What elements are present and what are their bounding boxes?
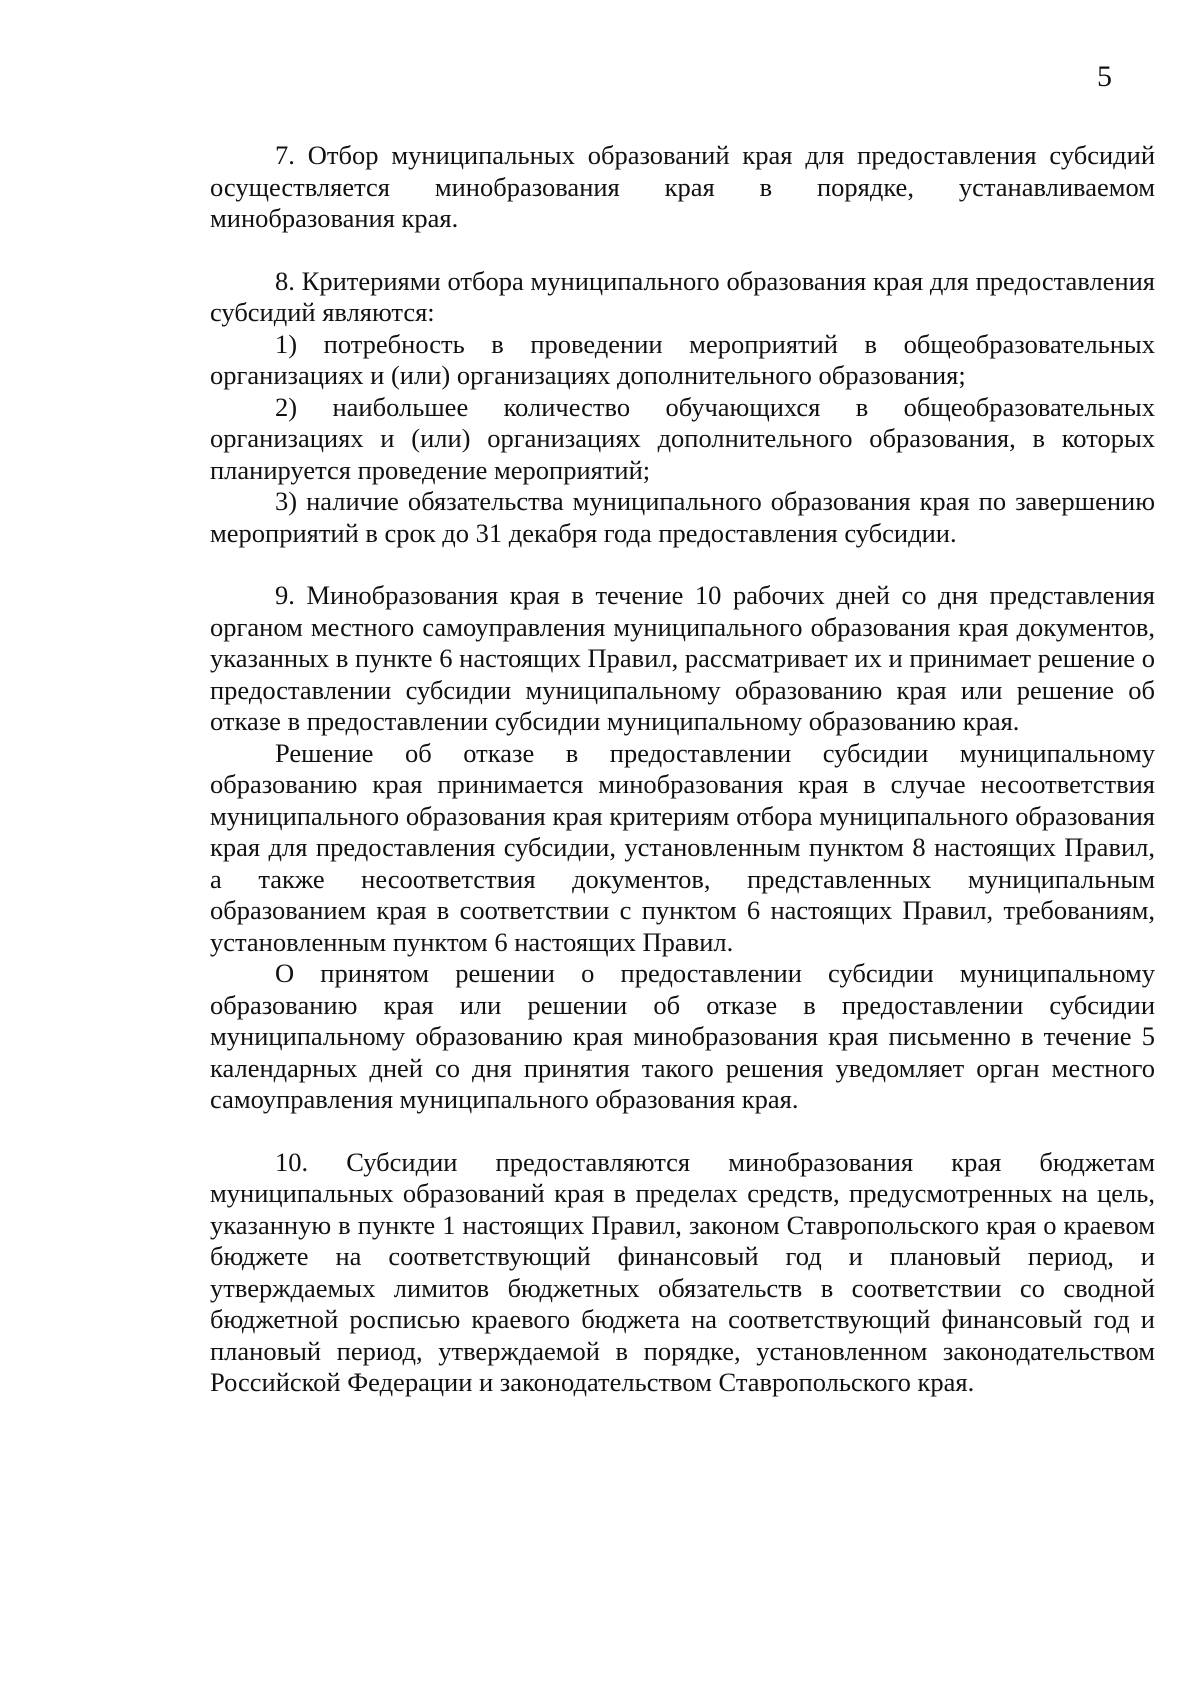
paragraph-9-refusal: Решение об отказе в предоставлении субсидии муниципальному образованию края принимается минобразования края в случае несоответствия муниципального образования края критериям отбора муниципального образования края для предоставления субсидии, установленным пунктом 8 настоящих Правил, а также несоответствия документов, представленных муниципальным образованием края в соответствии с пунктом 6 настоящих Правил, требованиям, установленным пунктом 6 настоящих Правил.	[210, 737, 1155, 957]
document-body	[210, 140, 1155, 1399]
paragraph-10: 10. Субсидии предоставляются минобразования края бюджетам муниципальных образований края в пределах средств, предусмотренных на цель, указанную в пункте 1 настоящих Правил, законом Ставропольского края о краевом бюджете на соответствующий финансовый год и плановый период, и утверждаемых лимитов бюджетных обязательств в соответствии со сводной бюджетной росписью краевого бюджета на соответствующий финансовый год и плановый период, утверждаемой в порядке, установленном законодательством Российской Федерации и законодательством Ставропольского края.	[210, 1146, 1155, 1397]
paragraph-8-item-2: 2) наибольшее количество обучающихся в общеобразовательных организациях и (или) организациях дополнительного образования, в которых планируется проведение мероприятий;	[210, 391, 1155, 485]
paragraph-7: 7. Отбор муниципальных образований края для предоставления субсидий осуществляется минобразования края в порядке, устанавливаемом минобразования края.	[210, 140, 1155, 233]
paragraph-9: 9. Минобразования края в течение 10 рабочих дней со дня представления органом местного самоуправления муниципального образования края документов, указанных в пункте 6 настоящих Правил, рассматривает их и принимает решение о предоставлении субсидии муниципальному образованию края или решение об отказе в предоставлении субсидии муниципальному образованию края.	[210, 580, 1155, 736]
paragraph-8: 8. Критериями отбора муниципального образования края для предоставления субсидий являются:	[210, 265, 1155, 327]
paragraph-8-item-3: 3) наличие обязательства муниципального образования края по завершению мероприятий в срок до 31 декабря года предоставления субсидии.	[210, 486, 1155, 548]
paragraph-9-notification: О принятом решении о предоставлении субсидии муниципальному образованию края или решении об отказе в предоставлении субсидии муниципальному образованию края минобразования края письменно в течение 5 календарных дней со дня принятия такого решения уведомляет орган местного самоуправления муниципального образования края.	[210, 958, 1155, 1114]
page-number: 5	[1097, 60, 1112, 93]
paragraph-8-item-1: 1) потребность в проведении мероприятий в общеобразовательных организациях и (или) организациях дополнительного образования;	[210, 328, 1155, 390]
